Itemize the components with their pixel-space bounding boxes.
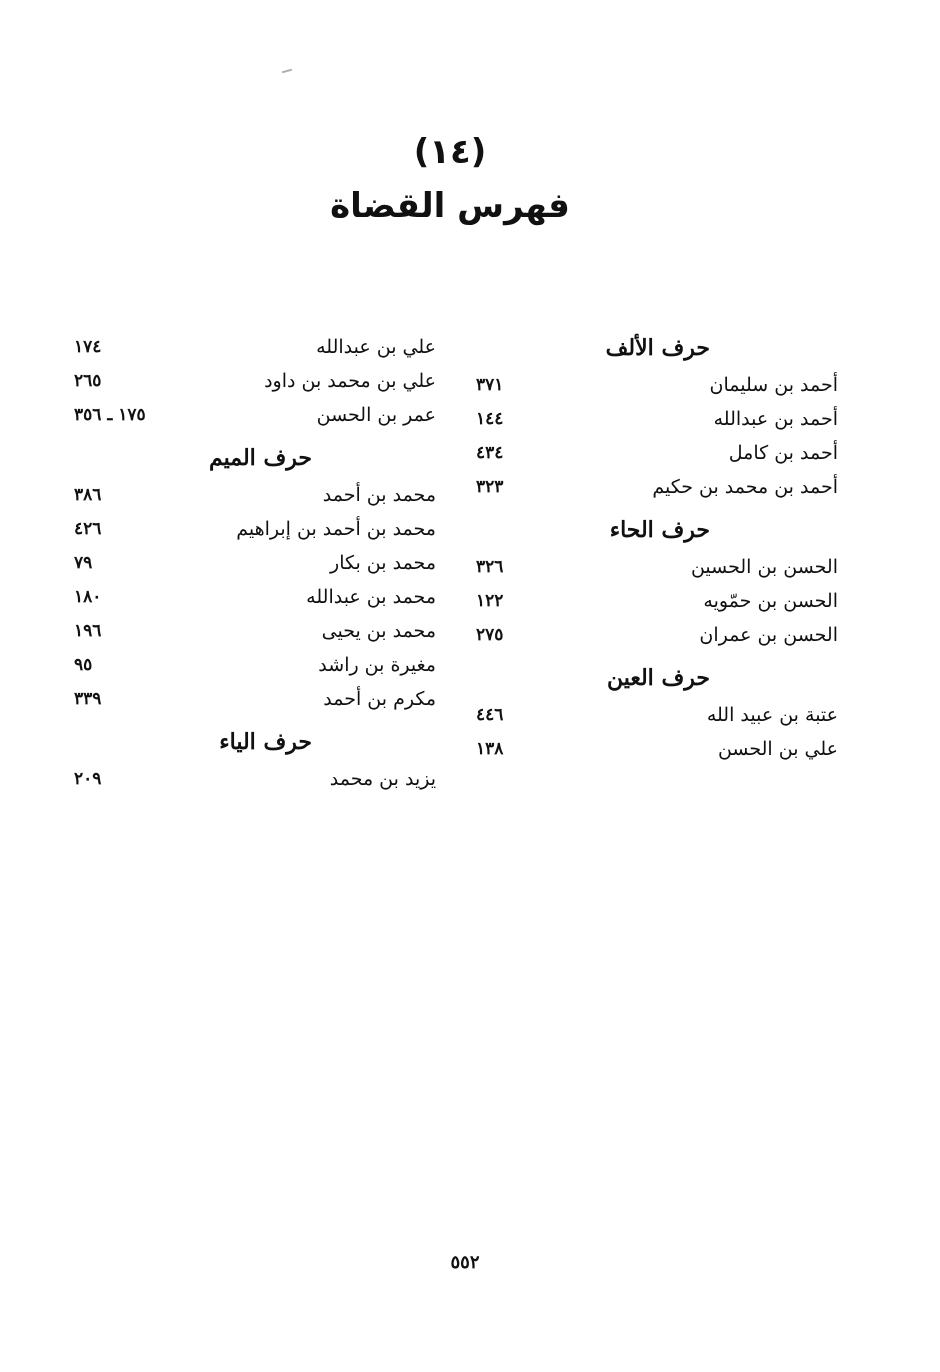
entry-pages: ٣٧١: [476, 375, 504, 395]
section-heading-meem: حرف الميم: [208, 445, 312, 471]
entry-name: الحسن بن عمران: [699, 624, 838, 646]
index-entry: [74, 398, 436, 432]
index-entry: [476, 368, 838, 402]
entry-pages: ٤٤٦: [476, 705, 504, 725]
entry-name: محمد بن أحمد: [322, 484, 436, 506]
entry-name: أحمد بن عبدالله: [713, 408, 838, 430]
section-heading-haa: حرف الحاء: [609, 517, 710, 543]
index-entry: [74, 682, 436, 716]
section-heading-ain: حرف العين: [606, 665, 710, 691]
index-entry: [74, 648, 436, 682]
entry-pages: ٤٣٤: [476, 443, 504, 463]
index-column-right: [476, 322, 838, 766]
index-entry: [74, 580, 436, 614]
index-entry: [476, 550, 838, 584]
entry-pages: ١٢٢: [476, 591, 504, 611]
entry-pages: ١٧٤: [74, 337, 102, 357]
entry-name: أحمد بن محمد بن حكيم: [652, 476, 838, 498]
entry-name: عمر بن الحسن: [316, 404, 436, 426]
entry-name: علي بن الحسن: [717, 738, 838, 760]
index-entry: [74, 546, 436, 580]
entry-pages: ٣٢٣: [476, 477, 504, 497]
entry-pages: ١٩٦: [74, 621, 102, 641]
entry-name: يزيد بن محمد: [329, 768, 436, 790]
section-heading-alif: حرف الألف: [605, 335, 710, 361]
entry-pages: ٣٨٦: [74, 485, 102, 505]
entry-name: محمد بن عبدالله: [306, 586, 436, 608]
entry-pages: ٩٥: [74, 655, 93, 675]
index-entry: [74, 762, 436, 796]
index-entry: [74, 614, 436, 648]
entry-name: محمد بن أحمد بن إبراهيم: [236, 518, 436, 540]
index-entry: [74, 478, 436, 512]
index-entry: [476, 732, 838, 766]
entry-pages: ٢٠٩: [74, 769, 102, 789]
section-heading-yaa: حرف الياء: [219, 729, 312, 755]
page-title: فهرس القضاة: [330, 186, 570, 226]
index-entry: [74, 330, 436, 364]
index-column-left: [74, 330, 436, 796]
index-entry: [476, 436, 838, 470]
entry-pages: ٣٣٩: [74, 689, 102, 709]
index-entry: [476, 618, 838, 652]
index-entry: [74, 364, 436, 398]
entry-pages: ٢٦٥: [74, 371, 102, 391]
index-entry: [74, 512, 436, 546]
entry-pages: ١٧٥ ـ ٣٥٦: [74, 405, 146, 425]
page-number: ٥٥٢: [450, 1252, 480, 1273]
entry-pages: ٢٧٥: [476, 625, 504, 645]
entry-pages: ٤٢٦: [74, 519, 102, 539]
entry-pages: ٣٢٦: [476, 557, 504, 577]
entry-name: مغيرة بن راشد: [318, 654, 436, 676]
entry-name: علي بن عبدالله: [316, 336, 436, 358]
entry-name: الحسن بن حمّويه: [703, 590, 838, 612]
entry-name: علي بن محمد بن داود: [264, 370, 436, 392]
entry-name: مكرم بن أحمد: [323, 688, 436, 710]
index-entry: [476, 698, 838, 732]
index-number: (١٤): [413, 132, 487, 172]
entry-pages: ١٤٤: [476, 409, 504, 429]
entry-pages: ١٨٠: [74, 587, 102, 607]
scan-speck: [282, 69, 292, 74]
entry-name: أحمد بن سليمان: [709, 374, 838, 396]
index-entry: [476, 584, 838, 618]
index-entry: [476, 402, 838, 436]
entry-pages: ٧٩: [74, 553, 93, 573]
entry-name: محمد بن يحيى: [321, 620, 436, 642]
entry-name: عتبة بن عبيد الله: [706, 704, 838, 726]
index-entry: [476, 470, 838, 504]
entry-name: محمد بن بكار: [330, 552, 436, 574]
entry-name: الحسن بن الحسين: [690, 556, 838, 578]
entry-name: أحمد بن كامل: [728, 442, 838, 464]
entry-pages: ١٣٨: [476, 739, 504, 759]
